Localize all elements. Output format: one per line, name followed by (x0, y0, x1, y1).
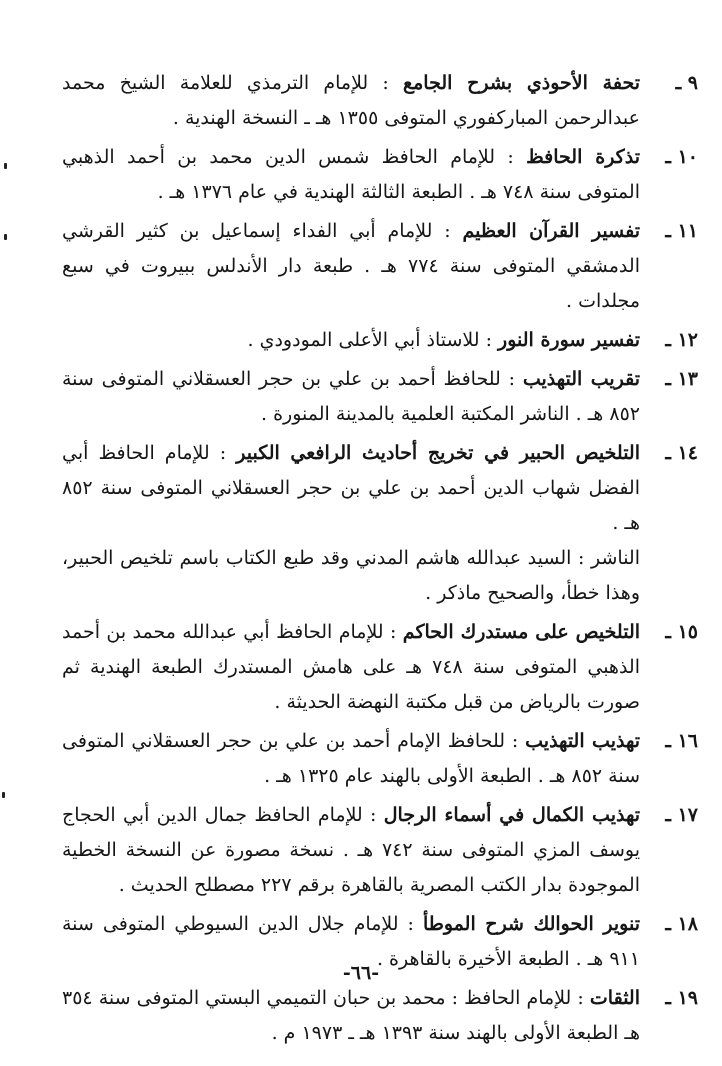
entry-text: للإمام الحافظ شمس الدين محمد بن أحمد الذهبي المتوفى سنة ٧٤٨ هـ . الطبعة الثالثة الهندية في عام ١٣٧٦ هـ . (62, 146, 640, 203)
bibliography-entry (62, 981, 698, 1051)
entry-separator: : (495, 146, 527, 168)
entry-text: للإمام جلال الدين السيوطي المتوفى سنة ٩١١ هـ . الطبعة الأخيرة بالقاهرة . (62, 913, 640, 970)
page-number: -٦٦- (342, 962, 380, 984)
entry-number: ١٩ ـ (665, 987, 698, 1009)
entry-body (62, 323, 640, 358)
entry-number: ١٢ ـ (665, 329, 698, 351)
bibliography-entry (62, 798, 698, 903)
entry-separator: : (505, 730, 526, 752)
entry-number: ١٦ ـ (665, 730, 698, 752)
entry-separator: : (362, 804, 384, 826)
entry-title: التلخيص الحبير في تخريج أحاديث الرافعي الكبير (236, 442, 641, 464)
bibliography-entry (62, 436, 698, 611)
entry-body (62, 724, 640, 794)
entry-body (62, 362, 640, 432)
entry-title: تقريب التهذيب (522, 368, 641, 390)
entry-body (62, 981, 640, 1051)
entry-text: للإمام الحافظ أبي الفضل شهاب الدين أحمد بن علي بن حجر العسقلاني المتوفى سنة ٨٥٢ هـ . (62, 442, 640, 534)
bibliography-entry (62, 214, 698, 319)
margin-mark (4, 234, 7, 240)
entry-text: للإمام الترمذي للعلامة الشيخ محمد عبدالرحمن المباركفوري المتوفى ١٣٥٥ هـ ـ النسخة الهندية . (62, 72, 640, 129)
entry-separator: : (479, 329, 499, 351)
entry-body (62, 798, 640, 903)
entry-text: للإمام أبي الفداء إسماعيل بن كثير القرشي الدمشقي المتوفى سنة ٧٧٤ هـ . طبعة دار الأندلس ببيروت في سبع مجلدات . (62, 220, 640, 312)
bibliography-entry (62, 66, 698, 136)
entry-separator: : (432, 220, 463, 242)
entry-title: تفسير القرآن العظيم (462, 220, 641, 242)
entry-separator: : (500, 368, 523, 390)
entry-title: الثقات (589, 987, 640, 1009)
entry-number: ١٠ ـ (665, 146, 698, 168)
entry-separator: : (398, 913, 423, 935)
entry-text: للحافظ الإمام أحمد بن علي بن حجر العسقلاني المتوفى سنة ٨٥٢ هـ . الطبعة الأولى بالهند عام ١٣٢٥ هـ . (62, 730, 640, 787)
bibliography-entry (62, 724, 698, 794)
entry-body (62, 66, 640, 136)
entry-number: ١٤ ـ (665, 442, 698, 464)
entry-number: ١٥ ـ (665, 621, 698, 643)
entry-number: ١١ ـ (665, 220, 698, 242)
entry-title: تهذيب التهذيب (525, 730, 640, 752)
entry-text: للإمام الحافظ : محمد بن حبان التميمي البستي المتوفى سنة ٣٥٤ هـ الطبعة الأولى بالهند سنة ١٣٩٣ هـ ـ ١٩٧٣ م . (62, 987, 640, 1044)
entry-separator: : (209, 442, 237, 464)
entry-text: للحافظ أحمد بن علي بن حجر العسقلاني المتوفى سنة ٨٥٢ هـ . الناشر المكتبة العلمية بالمدينة المنورة . (62, 368, 640, 425)
entry-body (62, 140, 640, 210)
entry-title: تفسير سورة النور (498, 329, 640, 351)
entry-title: تنوير الحوالك شرح الموطأ (422, 913, 640, 935)
entry-separator: : (571, 987, 590, 1009)
bibliography-entry (62, 362, 698, 432)
entry-body (62, 615, 640, 720)
bibliography-page (62, 66, 698, 1055)
entry-number: ١٧ ـ (665, 804, 698, 826)
entry-title: تحفة الأحوذي بشرح الجامع (403, 72, 641, 94)
entry-number: ٩ ـ (675, 72, 698, 94)
entry-body (62, 436, 640, 611)
entry-text: للإمام الحافظ جمال الدين أبي الحجاج يوسف المزي المتوفى سنة ٧٤٢ هـ . نسخة مصورة عن النسخة الخطية الموجودة بدار الكتب المصرية بالقاهرة برقم ٢٢٧ مصطلح الحديث . (62, 804, 641, 896)
margin-mark (4, 163, 7, 169)
entry-note: الناشر : السيد عبدالله هاشم المدني وقد طبع الكتاب باسم تلخيص الحبير، وهذا خطأ، والصحيح ماذكر . (62, 547, 640, 604)
entry-separator: : (368, 72, 403, 94)
entry-number: ١٣ ـ (665, 368, 698, 390)
entry-text: للاستاذ أبي الأعلى المودودي . (247, 329, 480, 351)
margin-mark (2, 792, 5, 798)
bibliography-entry (62, 140, 698, 210)
entry-body (62, 214, 640, 319)
bibliography-entry (62, 323, 698, 358)
entry-title: التلخيص على مستدرك الحاكم (402, 621, 641, 643)
entry-title: تذكرة الحافظ (526, 146, 640, 168)
entry-text: للإمام الحافظ أبي عبدالله محمد بن أحمد الذهبي المتوفى سنة ٧٤٨ هـ على هامش المستدرك الطبعة الهندية ثم صورت بالرياض من قبل مكتبة النهضة الحديثة . (62, 621, 640, 713)
entry-number: ١٨ ـ (665, 913, 698, 935)
entry-title: تهذيب الكمال في أسماء الرجال (383, 804, 641, 826)
bibliography-entry (62, 615, 698, 720)
entry-separator: : (383, 621, 403, 643)
